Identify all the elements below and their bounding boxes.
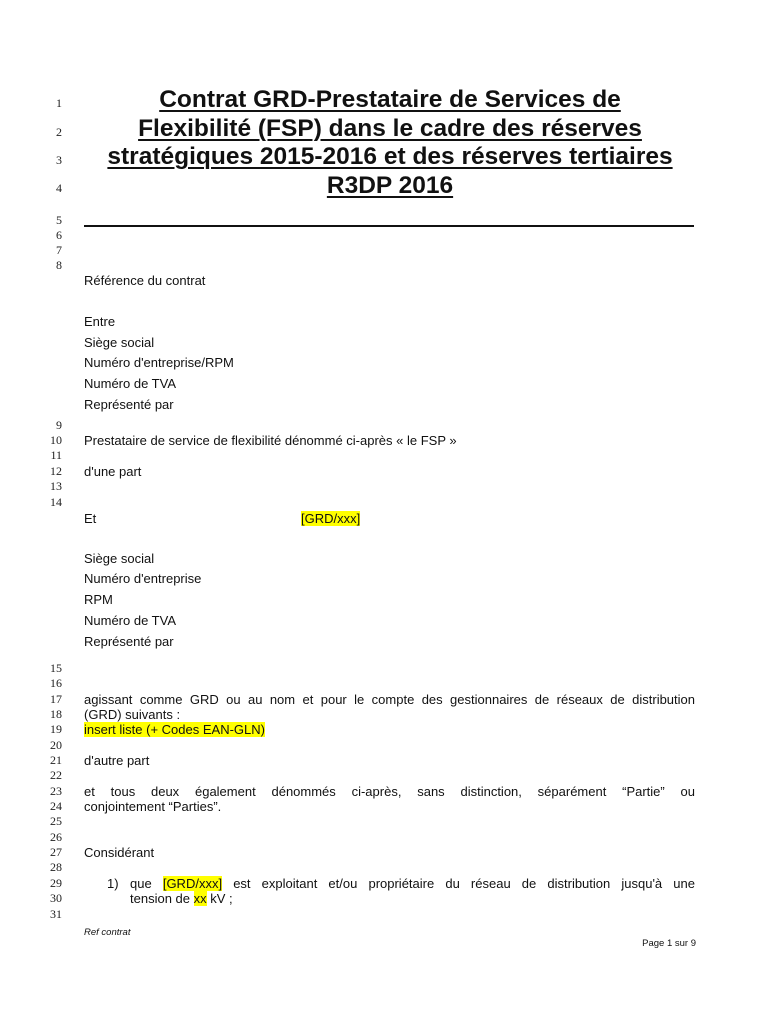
line-number: 25 — [50, 814, 62, 828]
grd-placeholder-highlight: [GRD/xxx] — [301, 511, 361, 526]
line-number: 7 — [56, 243, 62, 257]
item1-kv: kV ; — [210, 891, 233, 906]
line-number: 16 — [50, 676, 62, 690]
title-divider — [84, 225, 694, 227]
party1-represente-par: Représenté par — [84, 397, 174, 412]
line-number: 18 — [50, 707, 62, 721]
line-number: 15 — [50, 661, 62, 675]
line-number: 21 — [50, 753, 62, 767]
line-number: 3 — [56, 153, 62, 167]
line-number: 27 — [50, 845, 62, 859]
line-number: 22 — [50, 768, 62, 782]
party2-numero-entreprise: Numéro d'entreprise — [84, 571, 202, 586]
line-number: 17 — [50, 692, 62, 706]
line-number: 20 — [50, 738, 62, 752]
line-number: 12 — [50, 464, 62, 478]
party2-agissant-line2: (GRD) suivants : — [84, 707, 181, 722]
line-number: 31 — [50, 907, 62, 921]
party1-description: Prestataire de service de flexibilité dénommé ci-après « le FSP » — [84, 433, 457, 448]
line-number: 6 — [56, 228, 62, 242]
line-number: 5 — [56, 213, 62, 227]
party1-numero-tva: Numéro de TVA — [84, 376, 177, 391]
parties-definition-line1: et tous deux également dénommés ci-après, sans distinction, séparément “Partie” ou — [84, 784, 695, 799]
item1-text: est exploitant et/ou propriétaire du réseau de distribution jusqu'à une — [233, 876, 695, 891]
line-number: 26 — [50, 830, 62, 844]
party2-rpm: RPM — [84, 592, 113, 607]
party2-insert-list — [84, 722, 265, 737]
line-number: 11 — [50, 448, 62, 462]
line-number: 28 — [50, 860, 62, 874]
line-number: 10 — [50, 433, 62, 447]
line-number: 1 — [56, 96, 62, 110]
item1-grd-highlight: [GRD/xxx] — [162, 876, 223, 891]
title-line: Contrat GRD-Prestataire de Services de — [159, 86, 621, 113]
party2-et: Et — [84, 511, 97, 526]
party2-siege-social: Siège social — [84, 551, 155, 566]
party2-numero-tva: Numéro de TVA — [84, 613, 177, 628]
line-number: 8 — [56, 258, 62, 272]
insert-list-highlight: insert liste (+ Codes EAN-GLN) — [84, 722, 265, 737]
line-number: 9 — [56, 418, 62, 432]
party2-agissant-line1: agissant comme GRD ou au nom et pour le compte des gestionnaires de réseaux de distribution — [84, 692, 695, 707]
item1-xx-highlight: xx — [193, 891, 207, 906]
party1-entre: Entre — [84, 314, 116, 329]
title-line: stratégiques 2015-2016 et des réserves tertiaires — [107, 143, 673, 170]
line-number: 29 — [50, 876, 62, 890]
party2-represente-par: Représenté par — [84, 634, 174, 649]
contract-reference-label: Référence du contrat — [84, 273, 206, 288]
item1-line1 — [130, 876, 695, 891]
parties-definition-line2: conjointement “Parties”. — [84, 799, 222, 814]
title-line: Flexibilité (FSP) dans le cadre des réserves — [138, 114, 642, 142]
line-number: 4 — [56, 181, 62, 195]
footer-page-number: Page 1 sur 9 — [642, 938, 696, 949]
line-number: 2 — [56, 125, 62, 139]
line-number: 13 — [50, 479, 62, 493]
item1-tension-label: tension de — [130, 891, 190, 906]
party1-dune-part: d'une part — [84, 464, 142, 479]
line-number: 30 — [50, 891, 62, 905]
line-number: 19 — [50, 722, 62, 736]
title-line: R3DP 2016 — [326, 171, 454, 199]
footer-ref-contrat: Ref contrat — [84, 927, 131, 938]
party1-siege-social: Siège social — [84, 335, 155, 350]
party2-dautre-part: d'autre part — [84, 753, 150, 768]
considerant-heading: Considérant — [84, 845, 155, 860]
line-number: 14 — [50, 495, 62, 509]
line-number: 23 — [50, 784, 62, 798]
item1-line2 — [130, 891, 233, 906]
item1-que: que — [130, 876, 152, 891]
item1-number: 1) — [107, 876, 119, 891]
party2-grd-placeholder — [301, 511, 360, 526]
document-title — [84, 86, 696, 200]
party1-numero-entreprise: Numéro d'entreprise/RPM — [84, 355, 234, 370]
line-number: 24 — [50, 799, 62, 813]
